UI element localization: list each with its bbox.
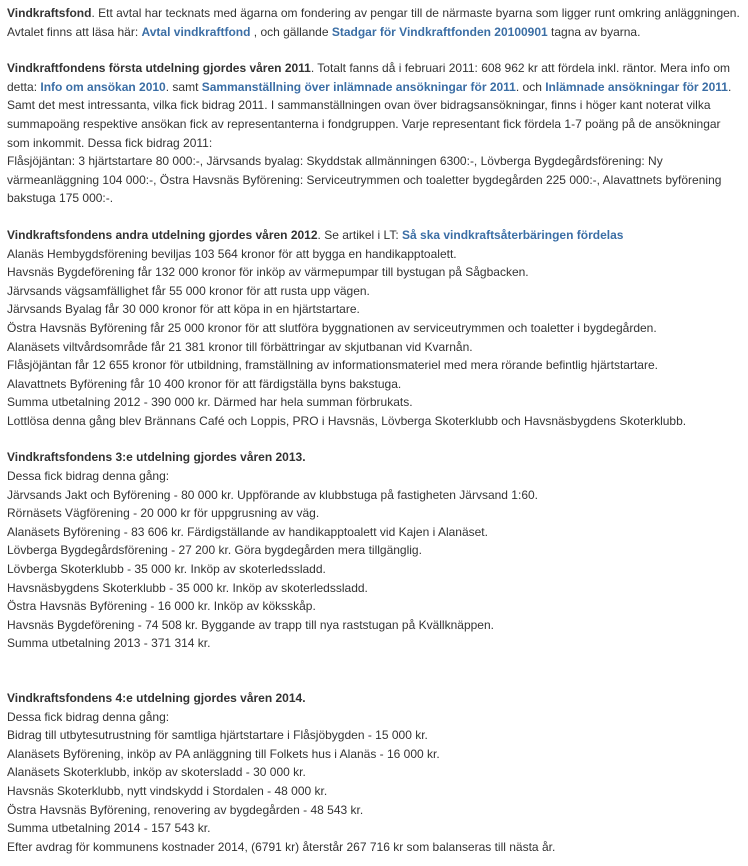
list-item: Alanäsets Byförening - 83 606 kr. Färdigställande av handikapptoalett vid Kajen i Alanäset. bbox=[7, 524, 488, 539]
list-item: Havsnäsbygdens Skoterklubb - 35 000 kr. Inköp av skoterledssladd. bbox=[7, 580, 368, 595]
section-2012: Vindkraftsfondens andra utdelning gjordes våren 2012. Se artikel i LT: Så ska vindkraftsåterbäringen fördelas Alanäs Hembygdsförening beviljas 103 564 kronor för att bygga en handikapptoalett. Havsnäs Bygdeförening får 132 000 kronor för inköp av värmepumpar till bystugan på Sågbacken. Järvsands vägsamfällighet får 55 000 kronor för att rusta upp vägen. Järvsands Byalag får 30 000 kronor för att köpa in en hjärtstartare. Östra Havsnäs Byförening får 25 000 kronor för att slutföra byggnationen av serviceutrymmen och toaletter i bygdegården. Alanäsets viltvårdsområde får 21 381 kronor till förbättringar av skjutbanan vid Kvarnån. Flåsjöjäntan får 12 655 kronor för utbildning, framställning av informationsmateriel med mera rörande befintlig hjärtstartare. Alavattnets Byförening får 10 400 kronor för att färdigställa byns bakstuga. Summa utbetalning 2012 - 390 000 kr. Därmed har hela summan förbrukats. Lottlösa denna gång blev Brännans Café och Loppis, PRO i Havsnäs, Lövberga Skoterklubb och Havsnäsbygdens Skoterklubb. bbox=[7, 227, 687, 428]
list-item: Alanäsets viltvårdsområde får 21 381 kronor till förbättringar av skjutbanan vid Kvarnån. bbox=[7, 339, 473, 354]
intro-paragraph: Vindkraftsfond. Ett avtal har tecknats med ägarna om fondering av pengar till de närmaste byarna som ligger runt omkring anläggningen. Avtalet finns att läsa här: Avtal vindkraftfond , och gällande Stadgar för Vindkraftfonden 20100901 tagna av byarna. bbox=[7, 6, 740, 39]
list-item: Bidrag till utbytesutrustning för samtliga hjärtstartare i Flåsjöbygden - 15 000 kr. bbox=[7, 728, 428, 743]
list-item: Flåsjöjäntan får 12 655 kronor för utbildning, framställning av informationsmateriel med mera rörande befintlig hjärtstartare. bbox=[7, 358, 658, 373]
link-info-ansokan-2010[interactable]: Info om ansökan 2010 bbox=[40, 79, 166, 94]
grants-2011: Flåsjöjäntan: 3 hjärtstartare 80 000:-, Järvsands byalag: Skyddstak allmänningen 6300:-, Lövberga Bygdegårdsförening: Ny värmeanläggning 104 000:-, Östra Havsnäs Byförening: Serviceutrymmen och toaletter bygdegården 225 000:-, Alavattnets byförening bakstuga 175 000:-. bbox=[7, 154, 722, 206]
section-title-2012: Vindkraftsfondens andra utdelning gjordes våren 2012 bbox=[7, 227, 318, 242]
section-2013 bbox=[7, 448, 740, 653]
list-item: Summa utbetalning 2012 - 390 000 kr. Därmed har hela summan förbrukats. bbox=[7, 395, 413, 410]
list-item: Östra Havsnäs Byförening - 16 000 kr. Inköp av köksskåp. bbox=[7, 599, 316, 614]
link-inlamnade-2011[interactable]: Inlämnade ansökningar för 2011 bbox=[545, 79, 728, 94]
list-item: Järvsands vägsamfällighet får 55 000 kronor för att rusta upp vägen. bbox=[7, 283, 370, 298]
link-avtal-vindkraftfond[interactable]: Avtal vindkraftfond bbox=[141, 24, 251, 39]
list-item: Havsnäs Bygdeförening - 74 508 kr. Byggande av trapp till nya raststugan på Kvällknäppen. bbox=[7, 617, 494, 632]
section-2014 bbox=[7, 689, 740, 856]
list-item: Järvsands Jakt och Byförening - 80 000 kr. Uppförande av klubbstuga på fastigheten Järvsand 1:60. bbox=[7, 487, 538, 502]
list-item: Lövberga Bygdegårdsförening - 27 200 kr. Göra bygdegården mera tillgänglig. bbox=[7, 543, 422, 558]
list-item: Östra Havsnäs Byförening, renovering av bygdegården - 48 543 kr. bbox=[7, 802, 364, 817]
list-item: Alanäsets Skoterklubb, inköp av skotersladd - 30 000 kr. bbox=[7, 765, 306, 780]
section-title-2013: Vindkraftsfondens 3:e utdelning gjordes våren 2013. bbox=[7, 450, 306, 465]
section-title-2014: Vindkraftsfondens 4:e utdelning gjordes våren 2014. bbox=[7, 691, 306, 705]
list-item: Lottlösa denna gång blev Brännans Café och Loppis, PRO i Havsnäs, Lövberga Skoterklubb och Havsnäsbygdens Skoterklubb. bbox=[7, 413, 687, 428]
list-item: Östra Havsnäs Byförening får 25 000 kronor för att slutföra byggnationen av serviceutrymmen och toaletter i bygdegården. bbox=[7, 320, 657, 335]
list-item: Summa utbetalning 2013 - 371 314 kr. bbox=[7, 636, 211, 651]
link-stadgar[interactable]: Stadgar för Vindkraftfonden 20100901 bbox=[331, 24, 548, 39]
list-item: Järvsands Byalag får 30 000 kronor för att köpa in en hjärtstartare. bbox=[7, 302, 360, 317]
list-item: Rörnäsets Vägförening - 20 000 kr för uppgrusning av väg. bbox=[7, 506, 320, 521]
link-lt-article[interactable]: Så ska vindkraftsåterbäringen fördelas bbox=[402, 227, 624, 242]
list-item: Alavattnets Byförening får 10 400 kronor för att färdigställa byns bakstuga. bbox=[7, 376, 402, 391]
list-item: Efter avdrag för kommunens kostnader 2014, (6791 kr) återstår 267 716 kr som balanseras till nästa år. bbox=[7, 839, 556, 854]
list-item: Havsnäs Bygdeförening får 132 000 kronor för inköp av värmepumpar till bystugan på Sågbacken. bbox=[7, 265, 529, 280]
section-title-vindkraftsfond: Vindkraftsfond bbox=[7, 6, 92, 20]
list-item: Summa utbetalning 2014 - 157 543 kr. bbox=[7, 821, 211, 836]
list-item: Dessa fick bidrag denna gång: bbox=[7, 709, 170, 724]
list-item: Havsnäs Skoterklubb, nytt vindskydd i Stordalen - 48 000 kr. bbox=[7, 783, 328, 798]
list-item: Dessa fick bidrag denna gång: bbox=[7, 469, 170, 484]
list-item: Alanäs Hembygdsförening beviljas 103 564 kronor för att bygga en handikapptoalett. bbox=[7, 246, 457, 261]
list-item: Alanäsets Byförening, inköp av PA anläggning till Folkets hus i Alanäs - 16 000 kr. bbox=[7, 746, 440, 761]
section-2011: Vindkraftfondens första utdelning gjordes våren 2011. Totalt fanns då i februari 2011: 608 962 kr att fördela inkl. räntor. Mera info om detta: Info om ansökan 2010. samt Sammanställning över inlämnade ansökningar för 2011. och Inlämnade ansökningar för 2011. Samt det mest intressanta, vilka fick bidrag 2011. I sammanställningen ovan över bidragsansökningar, finns i höger kant noterat vilka summapoäng respektive ansökan fick av representanterna i fondgruppen. Varje representant fick fördela 1-7 poäng på de ansökningar som inkommit. Dessa fick bidrag 2011: Flåsjöjäntan: 3 hjärtstartare 80 000:-, Järvsands byalag: Skyddstak allmänningen 6300:-, Lövberga Bygdegårdsförening: Ny värmeanläggning 104 000:-, Östra Havsnäs Byförening: Serviceutrymmen och toaletter bygdegården 225 000:-, Alavattnets byförening bakstuga 175 000:-. bbox=[7, 61, 732, 206]
link-sammanstallning-2011[interactable]: Sammanställning över inlämnade ansökningar för 2011 bbox=[201, 79, 516, 94]
section-title-2011: Vindkraftfondens första utdelning gjordes våren 2011 bbox=[7, 61, 311, 76]
list-item: Lövberga Skoterklubb - 35 000 kr. Inköp av skoterledssladd. bbox=[7, 562, 326, 577]
